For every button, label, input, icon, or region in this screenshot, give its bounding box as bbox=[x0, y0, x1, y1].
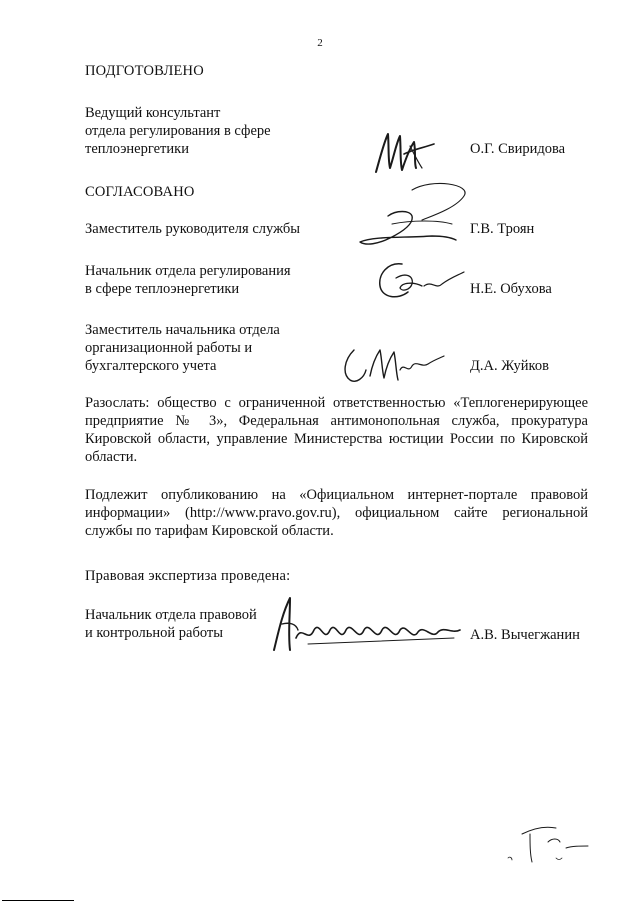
position-line: и контрольной работы bbox=[85, 625, 223, 641]
signatory-name: А.В. Вычегжанин bbox=[470, 627, 580, 643]
position-line: отдела регулирования в сфере bbox=[85, 123, 271, 139]
footnote-divider bbox=[2, 900, 74, 901]
position-line: бухгалтерского учета bbox=[85, 358, 217, 374]
prepared-position bbox=[85, 104, 345, 158]
prepared-heading: ПОДГОТОВЛЕНО bbox=[85, 63, 204, 79]
signature-obukhova bbox=[372, 256, 467, 304]
publication-paragraph: Подлежит опубликованию на «Официальном интернет-портале правовой информации» (http://www.pravo.gov.ru), официальном сайте региональной службы по тарифам Кировской области. bbox=[85, 487, 588, 539]
signature-troyan bbox=[352, 180, 477, 252]
signature-zhuikov bbox=[336, 340, 448, 388]
position-line: Ведущий консультант bbox=[85, 105, 221, 121]
signature-sviridova bbox=[370, 128, 440, 176]
agreed-heading: СОГЛАСОВАНО bbox=[85, 184, 195, 200]
agreed-position bbox=[85, 220, 345, 238]
initials-mark bbox=[500, 818, 592, 870]
signature-vychegzhanin bbox=[268, 594, 464, 656]
position-line: теплоэнергетики bbox=[85, 141, 189, 157]
signatory-name: Н.Е. Обухова bbox=[470, 281, 552, 297]
position-line: Заместитель начальника отдела bbox=[85, 322, 280, 338]
signatory-name: Г.В. Троян bbox=[470, 221, 535, 237]
agreed-position bbox=[85, 262, 345, 298]
agreed-position bbox=[85, 321, 345, 375]
signatory-name: О.Г. Свиридова bbox=[470, 141, 566, 157]
page-number: 2 bbox=[317, 37, 323, 49]
position-line: Начальник отдела регулирования bbox=[85, 263, 291, 279]
position-line: Заместитель руководителя службы bbox=[85, 221, 301, 237]
signatory-name: Д.А. Жуйков bbox=[470, 358, 549, 374]
position-line: в сфере теплоэнергетики bbox=[85, 281, 240, 297]
position-line: организационной работы и bbox=[85, 340, 253, 356]
legal-review-statement: Правовая экспертиза проведена: bbox=[85, 568, 291, 584]
distribution-paragraph: Разослать: общество с ограниченной ответственностью «Теплогенерирующее предприятие № 3», Федеральная антимонопольная служба, прокуратура Кировской области, управление Министерства юстиции России по Кировской области. bbox=[85, 395, 588, 465]
position-line: Начальник отдела правовой bbox=[85, 607, 257, 623]
